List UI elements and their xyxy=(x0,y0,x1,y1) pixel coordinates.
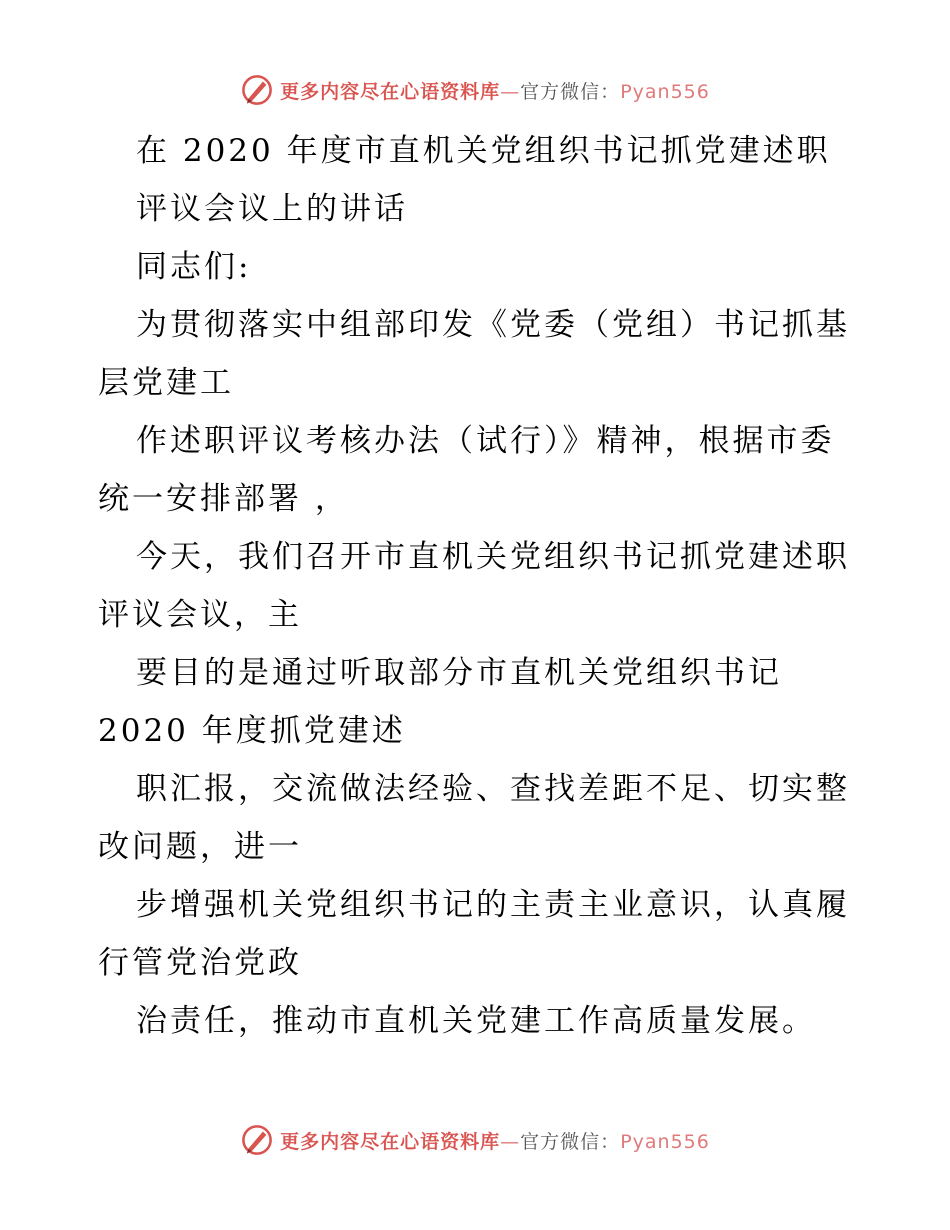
document-line: 同志们: xyxy=(136,249,252,285)
document-line: 统一安排部署 ， xyxy=(98,481,349,517)
document-line: 今天，我们召开市直机关党组织书记抓党建述职 xyxy=(136,539,850,575)
document-line: 职汇报，交流做法经验、查找差距不足、切实整 xyxy=(136,771,850,807)
document-line: 改问题，进一 xyxy=(98,829,302,865)
watermark-dash: — xyxy=(500,80,521,103)
document-line: 评议会议，主 xyxy=(98,597,302,633)
document-line: 在 2020 年度市直机关党组织书记抓党建述职 xyxy=(136,133,831,169)
watermark-account: Pyan556 xyxy=(620,1130,710,1153)
watermark-text xyxy=(280,77,710,104)
header-watermark xyxy=(0,70,950,110)
pen-nib-logo-icon xyxy=(240,1123,274,1157)
document-line: 步增强机关党组织书记的主责主业意识，认真履 xyxy=(136,887,850,923)
document-body xyxy=(98,122,858,1050)
document-line: 为贯彻落实中组部印发《党委（党组）书记抓基 xyxy=(136,307,850,343)
pen-nib-logo-icon xyxy=(240,73,274,107)
document-line: 层党建工 xyxy=(98,365,234,401)
watermark-account: Pyan556 xyxy=(620,80,710,103)
watermark-brand: 更多内容尽在心语资料库 xyxy=(280,1130,501,1153)
watermark-text xyxy=(280,1127,710,1154)
watermark-dash: — xyxy=(500,1130,521,1153)
document-line: 行管党治党政 xyxy=(98,945,302,981)
footer-watermark xyxy=(0,1120,950,1160)
document-line: 2020 年度抓党建述 xyxy=(98,713,406,749)
watermark-official: 官方微信： xyxy=(520,1130,621,1153)
document-line: 要目的是通过听取部分市直机关党组织书记 xyxy=(136,655,782,691)
document-line: 治责任，推动市直机关党建工作高质量发展。 xyxy=(136,1003,816,1039)
watermark-official: 官方微信： xyxy=(520,80,621,103)
document-line: 评议会议上的讲话 xyxy=(136,191,408,227)
watermark-brand: 更多内容尽在心语资料库 xyxy=(280,80,501,103)
document-line: 作述职评议考核办法（试行）》精神，根据市委 xyxy=(136,423,835,459)
